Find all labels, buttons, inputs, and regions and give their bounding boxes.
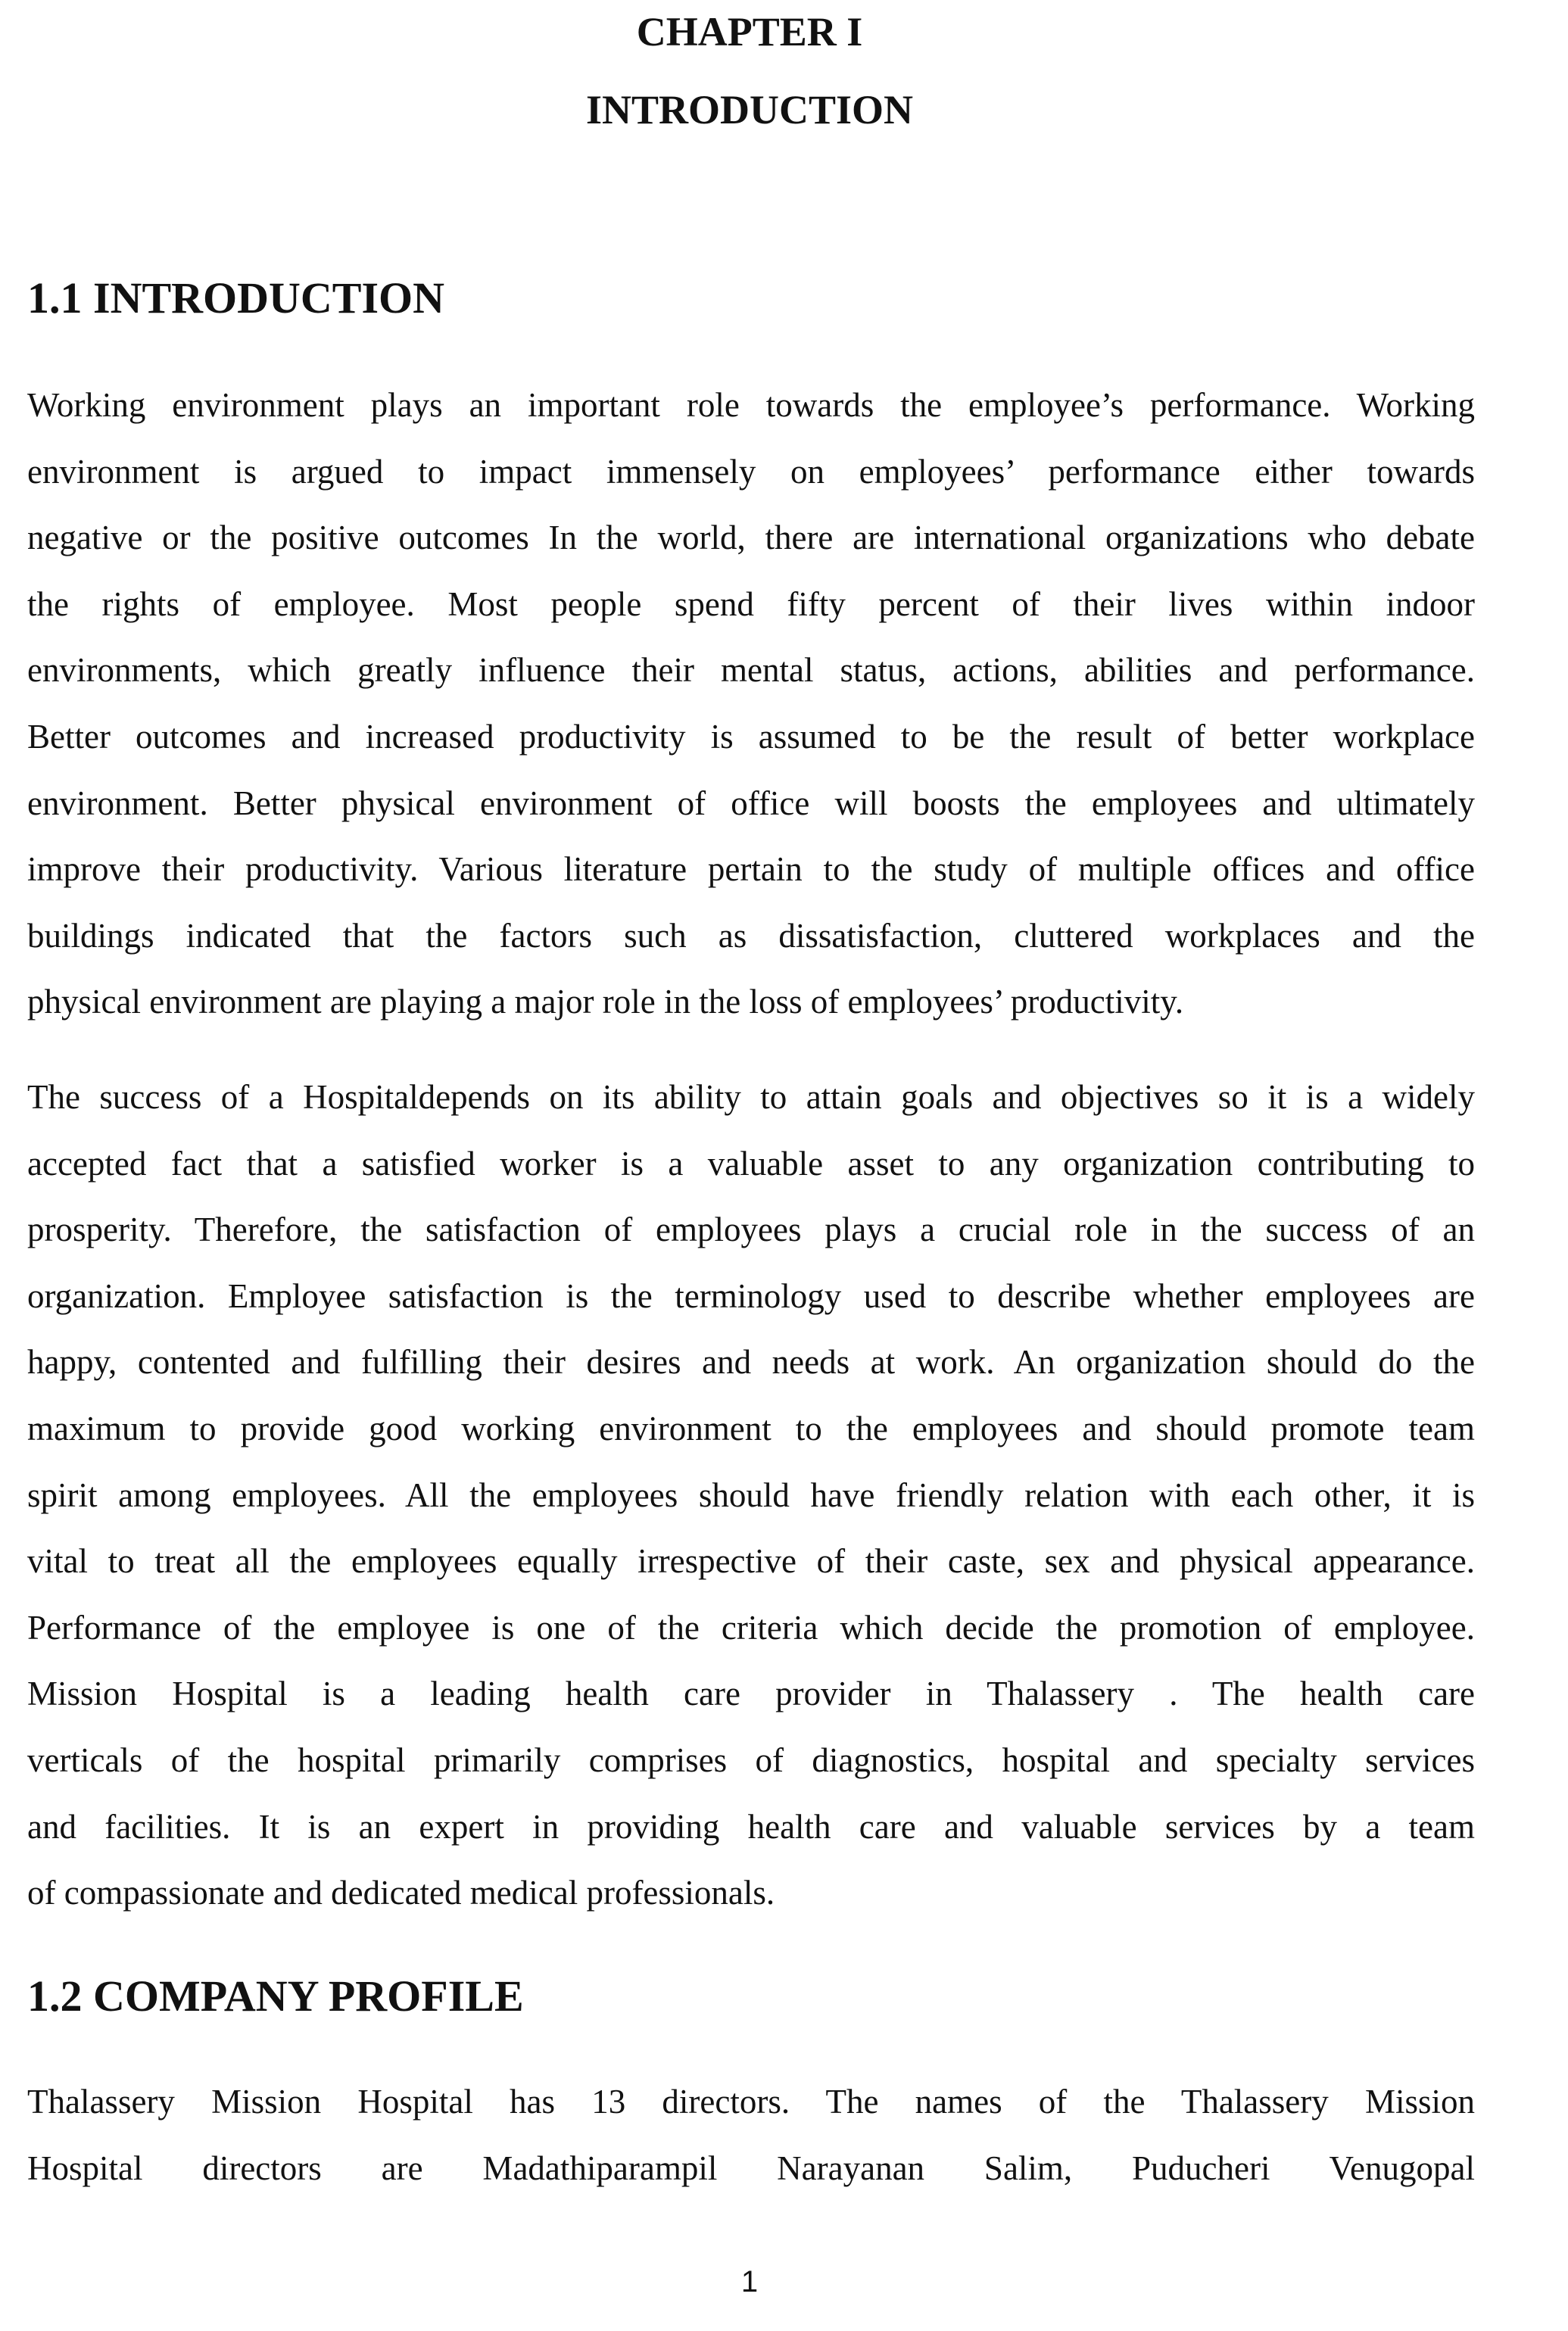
paragraph-line: improve their productivity. Various literature pertain to the study of multiple offices and office [27,850,1475,889]
paragraph-line: maximum to provide good working environment to the employees and should promote team [27,1409,1475,1448]
paragraph-line: the rights of employee. Most people spend fifty percent of their lives within indoor [27,584,1475,623]
paragraph-line: spirit among employees. All the employees should have friendly relation with each other, it is [27,1476,1475,1514]
paragraph-line: negative or the positive outcomes In the world, there are international organizations who debate [27,519,1475,557]
paragraph-line: happy, contented and fulfilling their desires and needs at work. An organization should do the [27,1343,1475,1382]
paragraph-hospital-success [27,1064,1475,1927]
section-heading-company-profile: 1.2 COMPANY PROFILE [27,1971,524,2021]
paragraph-line: accepted fact that a satisfied worker is a valuable asset to any organization contributing to [27,1144,1475,1183]
paragraph-line: Working environment plays an important role towards the employee’s performance. Working [27,386,1475,424]
paragraph-line: verticals of the hospital primarily comprises of diagnostics, hospital and specialty services [27,1740,1475,1779]
paragraph-line: environment is argued to impact immensely on employees’ performance either towards [27,452,1475,491]
chapter-title: INTRODUCTION [585,87,914,132]
paragraph-line: The success of a Hospitaldepends on its ability to attain goals and objectives so it is a widely [27,1078,1475,1116]
paragraph-line: organization. Employee satisfaction is the terminology used to describe whether employees are [27,1276,1475,1315]
paragraph-line: environments, which greatly influence their mental status, actions, abilities and performance. [27,651,1475,690]
paragraph-line: buildings indicated that the factors such as dissatisfaction, cluttered workplaces and the [27,916,1475,955]
chapter-label: CHAPTER I [636,9,863,55]
paragraph-line: prosperity. Therefore, the satisfaction of employees plays a crucial role in the success of an [27,1211,1475,1249]
paragraph-line: Performance of the employee is one of the criteria which decide the promotion of employee. [27,1608,1475,1647]
paragraph-line: vital to treat all the employees equally irrespective of their caste, sex and physical appearance. [27,1542,1475,1581]
page-number: 1 [740,2265,759,2298]
paragraph-line: Thalassery Mission Hospital has 13 directors. The names of the Thalassery Mission [27,2083,1475,2121]
paragraph-working-environment [27,372,1475,1036]
paragraph-line: Hospital directors are Madathiparampil Narayanan Salim, Puducheri Venugopal [27,2149,1475,2187]
section-heading-introduction: 1.1 INTRODUCTION [27,273,445,323]
paragraph-line: physical environment are playing a major role in the loss of employees’ productivity. [27,983,1184,1021]
paragraph-company-profile [27,2069,1475,2202]
paragraph-line: environment. Better physical environment of office will boosts the employees and ultimately [27,784,1475,822]
paragraph-line: Mission Hospital is a leading health care provider in Thalassery . The health care [27,1675,1475,1713]
paragraph-line: and facilities. It is an expert in providing health care and valuable services by a team [27,1807,1475,1846]
paragraph-line: Better outcomes and increased productivity is assumed to be the result of better workplace [27,717,1475,756]
paragraph-line: of compassionate and dedicated medical professionals. [27,1874,775,1912]
